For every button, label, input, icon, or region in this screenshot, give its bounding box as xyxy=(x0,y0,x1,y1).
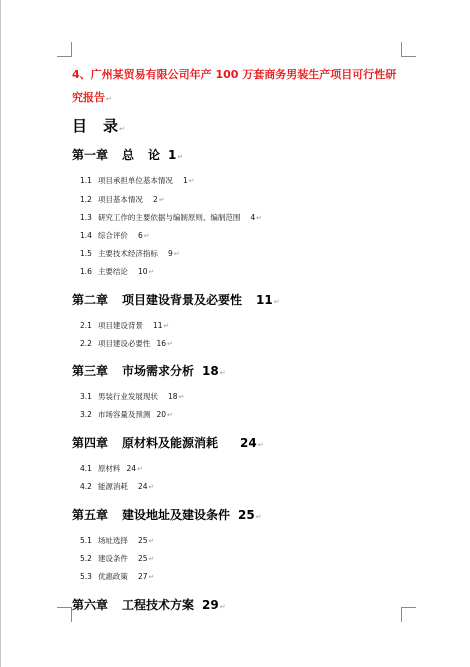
chapter-page-number: 24 xyxy=(240,436,257,450)
toc-entry: 5.1 场址选择 25↵ xyxy=(80,536,155,545)
paragraph-mark-icon: ↵ xyxy=(177,153,184,161)
toc-entry: 1.6 主要结论 10↵ xyxy=(80,267,155,276)
toc-entry: 4.2 能源消耗 24↵ xyxy=(80,482,155,491)
chapter-heading: 第五章 建设地址及建设条件 25↵ xyxy=(72,508,262,522)
chapter-label: 第三章 xyxy=(72,364,109,378)
crop-mark-bottom-left xyxy=(57,607,72,622)
chapter-title: 工程技术方案 xyxy=(122,598,195,612)
toc-heading-word1: 目 xyxy=(72,117,88,135)
document-title-text: 4、广州某贸易有限公司年产 100 万套商务男装生产项目可行性研究报告 xyxy=(72,68,397,104)
toc-entry: 5.2 建设条件 25↵ xyxy=(80,554,155,563)
chapter-label: 第五章 xyxy=(72,508,109,522)
document-title xyxy=(72,63,402,111)
chapter-page-number: 25 xyxy=(238,508,255,522)
chapter-title: 原材料及能源消耗 xyxy=(122,436,219,450)
chapter-title: 市场需求分析 xyxy=(122,364,195,378)
toc-entry: 1.1 项目承担单位基本情况 1↵ xyxy=(80,176,195,185)
chapter-label: 第二章 xyxy=(72,293,109,307)
chapter-heading: 第六章 工程技术方案 29↵ xyxy=(72,598,226,612)
chapter-title: 总 xyxy=(122,148,135,162)
chapter-title: 建设地址及建设条件 xyxy=(122,508,231,522)
chapter-page-number: 18 xyxy=(202,364,219,378)
chapter-page-number: 1 xyxy=(168,148,177,162)
crop-mark-top-left xyxy=(57,42,72,57)
toc-entry: 1.4 综合评价 6↵ xyxy=(80,231,150,240)
chapter-heading: 第四章 原材料及能源消耗 24↵ xyxy=(72,436,264,450)
chapter-page-number: 29 xyxy=(202,598,219,612)
toc-entry: 5.3 优惠政策 27↵ xyxy=(80,572,155,581)
toc-entry: 2.1 项目建设背景 11↵ xyxy=(80,321,170,330)
chapter-heading: 第三章 市场需求分析 18↵ xyxy=(72,364,226,378)
chapter-heading xyxy=(72,146,183,163)
toc-entry: 2.2 项目建设必要性 16↵ xyxy=(80,339,173,348)
toc-heading-word2: 录 xyxy=(103,117,119,135)
chapter-label: 第四章 xyxy=(72,436,109,450)
paragraph-mark-icon: ↵ xyxy=(119,125,125,133)
toc-entry: 1.3 研究工作的主要依据与编制原则、编制范围 4↵ xyxy=(80,213,263,222)
chapter-page-number: 11 xyxy=(256,293,273,307)
toc-entry: 3.1 男装行业发展现状 18↵ xyxy=(80,392,185,401)
chapter-label: 第六章 xyxy=(72,598,109,612)
toc-heading xyxy=(72,115,125,136)
crop-mark-top-right xyxy=(401,42,416,57)
chapter-heading: 第二章 项目建设背景及必要性 11↵ xyxy=(72,293,280,307)
toc-entry: 1.2 项目基本情况 2↵ xyxy=(80,195,165,204)
toc-entry: 1.5 主要技术经济指标 9↵ xyxy=(80,249,180,258)
toc-entry: 4.1 原材料 24↵ xyxy=(80,464,143,473)
chapter-title: 项目建设背景及必要性 xyxy=(122,293,243,307)
chapter-title-part2: 论 xyxy=(148,148,161,162)
crop-mark-bottom-right xyxy=(401,607,416,622)
chapter-label: 第一章 xyxy=(72,148,109,162)
toc-entry: 3.2 市场容量及预测 20↵ xyxy=(80,410,173,419)
paragraph-mark-icon: ↵ xyxy=(106,95,112,103)
